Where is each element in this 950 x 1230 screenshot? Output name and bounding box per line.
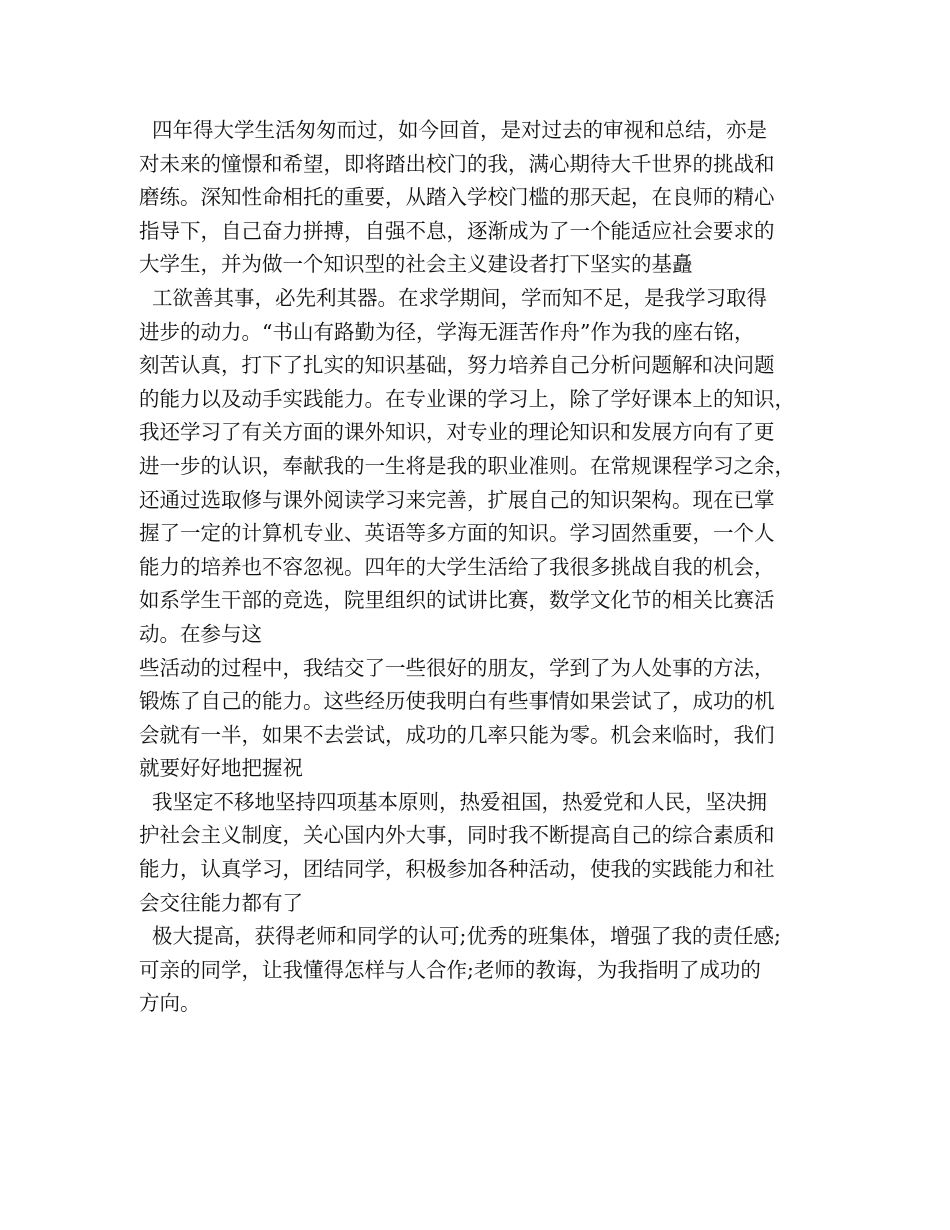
text-line: 磨练。深知性命相托的重要，从踏入学校门槛的那天起，在良师的精心 [139,185,775,210]
text-line: 极大提高，获得老师和同学的认可;优秀的班集体，增强了我的责任感; [139,924,781,949]
text-line: 对未来的憧憬和希望，即将踏出校门的我，满心期待大千世界的挑战和 [139,151,775,176]
text-line: 进步的动力。“书山有路勤为径，学海无涯苦作舟”作为我的座右铭， [139,319,755,344]
text-line: 能力，认真学习，团结同学，积极参加各种活动，使我的实践能力和社 [139,857,775,882]
text-line: 四年得大学生活匆匆而过，如今回首，是对过去的审视和总结，亦是 [139,118,768,142]
document-body [139,114,829,1021]
text-line: 动。在参与这 [139,621,262,646]
text-line: 能力的培养也不容忽视。四年的大学生活给了我很多挑战自我的机会， [139,554,775,579]
text-line: 指导下，自己奋力拼搏，自强不息，逐渐成为了一个能适应社会要求的 [139,218,775,243]
text-line: 进一步的认识，奉献我的一生将是我的职业准则。在常规课程学习之余， [139,453,795,478]
text-line: 刻苦认真，打下了扎实的知识基础，努力培养自己分析问题解和决问题 [139,353,775,378]
text-line: 就要好好地把握祝 [139,756,303,781]
text-line: 可亲的同学，让我懂得怎样与人合作;老师的教诲，为我指明了成功的 [139,957,761,982]
text-line: 会交往能力都有了 [139,890,303,915]
text-line: 些活动的过程中，我结交了一些很好的朋友，学到了为人处事的方法， [139,655,775,680]
text-line: 大学生，并为做一个知识型的社会主义建设者打下坚实的基矗 [139,252,693,277]
text-line: 护社会主义制度，关心国内外大事，同时我不断提高自己的综合素质和 [139,823,775,848]
text-line: 的能力以及动手实践能力。在专业课的学习上，除了学好课本上的知识， [139,386,795,411]
text-line: 方向。 [139,991,201,1016]
text-line: 握了一定的计算机专业、英语等多方面的知识。学习固然重要，一个人 [139,521,775,546]
text-line: 工欲善其事，必先利其器。在求学期间，学而知不足，是我学习取得 [139,285,768,310]
text-line: 锻炼了自己的能力。这些经历使我明白有些事情如果尝试了，成功的机 [139,689,775,714]
text-line: 如系学生干部的竞选，院里组织的试讲比赛，数学文化节的相关比赛活 [139,588,775,613]
text-line: 会就有一半，如果不去尝试，成功的几率只能为零。机会来临时，我们 [139,722,775,747]
text-line: 我坚定不移地坚持四项基本原则，热爱祖国，热爱党和人民，坚决拥 [139,789,768,814]
text-line: 还通过选取修与课外阅读学习来完善，扩展自己的知识架构。现在已掌 [139,487,775,512]
text-line: 我还学习了有关方面的课外知识，对专业的理论知识和发展方向有了更 [139,420,775,445]
